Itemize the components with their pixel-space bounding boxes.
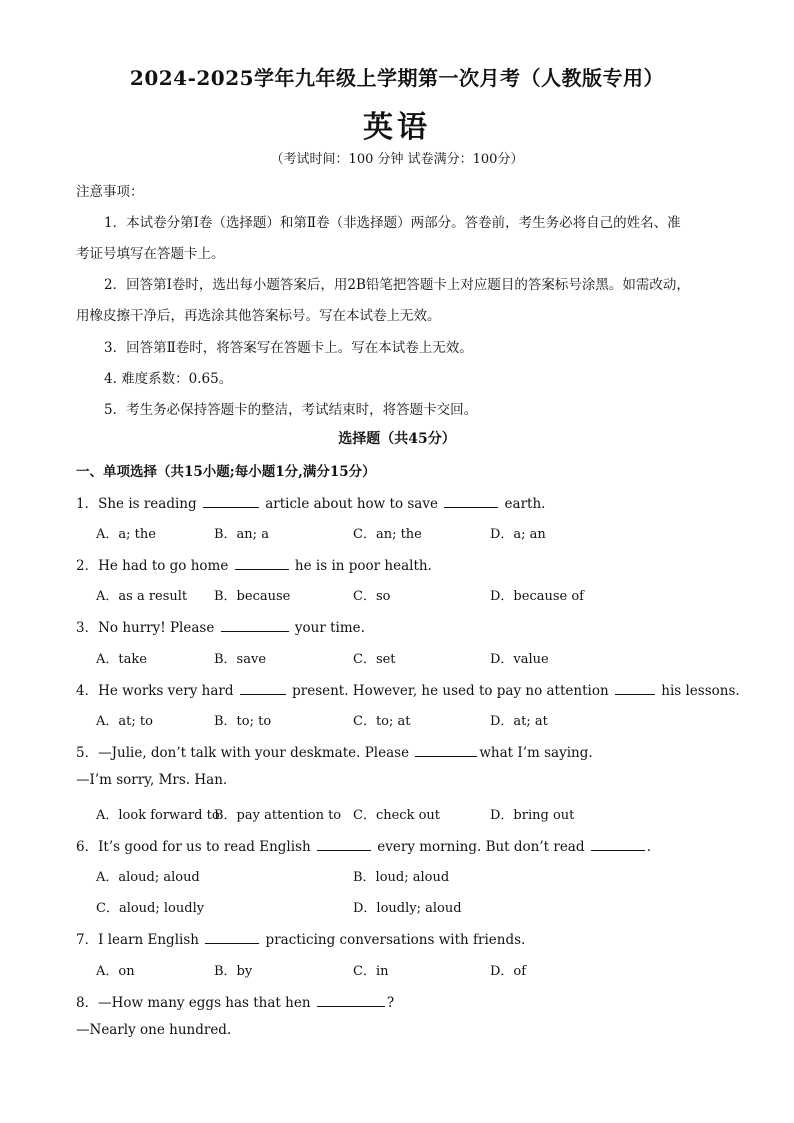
answer-blank xyxy=(205,931,259,944)
question-8 xyxy=(76,991,394,1011)
note-2: 2．回答第Ⅰ卷时，选出每小题答案后，用2B铅笔把答题卡上对应题目的答案标号涂黑。如需改动， xyxy=(104,277,690,293)
question-text: earth. xyxy=(500,496,546,512)
question-text: I learn English xyxy=(98,932,204,948)
question-text: —Julie, don’t talk with your deskmate. Please xyxy=(98,745,414,761)
question-text: every morning. But don’t read xyxy=(372,839,589,855)
option-a: A．take xyxy=(96,652,147,667)
question-number: 1． xyxy=(76,496,99,512)
option-c: C．to; at xyxy=(353,714,411,729)
question-7 xyxy=(76,928,525,948)
question-2 xyxy=(76,554,432,574)
note-1-cont: 考证号填写在答题卡上。 xyxy=(76,246,225,262)
answer-blank xyxy=(221,619,289,632)
note-5: 5．考生务必保持答题卡的整洁，考试结束时，将答题卡交回。 xyxy=(104,402,478,418)
note-1: 1．本试卷分第Ⅰ卷（选择题）和第Ⅱ卷（非选择题）两部分。答卷前，考生务必将自己的姓名、准 xyxy=(104,215,681,231)
question-number: 7． xyxy=(76,932,99,948)
subject-title: 英语 xyxy=(363,110,431,145)
question-text: present. However, he used to pay no attention xyxy=(287,683,613,699)
option-d: D．bring out xyxy=(490,808,575,823)
answer-blank xyxy=(591,838,645,851)
option-c: C．an; the xyxy=(353,527,422,542)
notes-heading: 注意事项： xyxy=(76,184,144,200)
option-a: A．aloud; aloud xyxy=(96,870,200,885)
question-text: It’s good for us to read English xyxy=(98,839,315,855)
answer-blank xyxy=(615,682,655,695)
question-number: 6． xyxy=(76,839,99,855)
option-b: B．pay attention to xyxy=(214,808,342,823)
question-text: He had to go home xyxy=(98,558,233,574)
option-b: B．an; a xyxy=(214,527,269,542)
answer-blank xyxy=(317,994,385,1007)
answer-blank xyxy=(444,495,498,508)
option-b: B．by xyxy=(214,964,253,979)
option-b: B．to; to xyxy=(214,714,272,729)
option-c: C．set xyxy=(353,652,396,667)
option-a: A．at; to xyxy=(96,714,153,729)
answer-blank xyxy=(415,744,477,757)
answer-blank xyxy=(240,682,286,695)
option-b: B．loud; aloud xyxy=(353,870,450,885)
option-b: B．save xyxy=(214,652,267,667)
option-a: A．a; the xyxy=(96,527,156,542)
question-text: He works very hard xyxy=(98,683,238,699)
option-c: C．so xyxy=(353,589,391,604)
question-text: —How many eggs has that hen xyxy=(98,995,315,1011)
answer-blank xyxy=(203,495,259,508)
question-1 xyxy=(76,492,545,512)
exam-meta: （考试时间：100 分钟 试卷满分：100分） xyxy=(270,152,524,167)
question-number: 4． xyxy=(76,683,99,699)
note-3: 3．回答第Ⅱ卷时，将答案写在答题卡上。写在本试卷上无效。 xyxy=(104,340,473,356)
option-d: D．a; an xyxy=(490,527,546,542)
question-text: your time. xyxy=(290,620,365,636)
question-text: No hurry! Please xyxy=(98,620,219,636)
dialogue-reply: —Nearly one hundred. xyxy=(76,1022,232,1038)
option-d: D．loudly; aloud xyxy=(353,901,462,916)
question-text: practicing conversations with friends. xyxy=(261,932,526,948)
question-text: . xyxy=(646,839,652,855)
question-text: his lessons. xyxy=(656,683,740,699)
option-a: A．on xyxy=(96,964,135,979)
question-text: he is in poor health. xyxy=(290,558,432,574)
answer-blank xyxy=(317,838,371,851)
question-4 xyxy=(76,679,740,699)
option-c: C．aloud; loudly xyxy=(96,901,205,916)
question-number: 3． xyxy=(76,620,99,636)
dialogue-reply: —I’m sorry, Mrs. Han. xyxy=(76,772,228,788)
note-2-cont: 用橡皮擦干净后，再选涂其他答案标号。写在本试卷上无效。 xyxy=(76,308,441,324)
option-c: C．check out xyxy=(353,808,441,823)
question-number: 5． xyxy=(76,745,99,761)
section-title: 选择题（共45分） xyxy=(338,431,456,447)
option-a: A．as a result xyxy=(96,589,188,604)
question-3 xyxy=(76,616,365,636)
option-d: D．at; at xyxy=(490,714,548,729)
option-d: D．of xyxy=(490,964,527,979)
question-6 xyxy=(76,835,651,855)
answer-blank xyxy=(235,557,289,570)
question-number: 2． xyxy=(76,558,99,574)
question-number: 8． xyxy=(76,995,99,1011)
option-d: D．because of xyxy=(490,589,584,604)
part-heading: 一、单项选择（共15小题;每小题1分,满分15分） xyxy=(76,464,376,480)
question-5 xyxy=(76,741,593,761)
question-text: She is reading xyxy=(98,496,201,512)
option-b: B．because xyxy=(214,589,291,604)
question-text: what I’m saying. xyxy=(479,745,593,761)
option-a: A．look forward to xyxy=(96,808,220,823)
question-text: ? xyxy=(386,995,395,1011)
option-c: C．in xyxy=(353,964,389,979)
exam-title: 2024-2025学年九年级上学期第一次月考（人教版专用） xyxy=(129,66,665,90)
option-d: D．value xyxy=(490,652,549,667)
note-4: 4. 难度系数：0.65。 xyxy=(104,371,233,387)
question-text: article about how to save xyxy=(260,496,443,512)
